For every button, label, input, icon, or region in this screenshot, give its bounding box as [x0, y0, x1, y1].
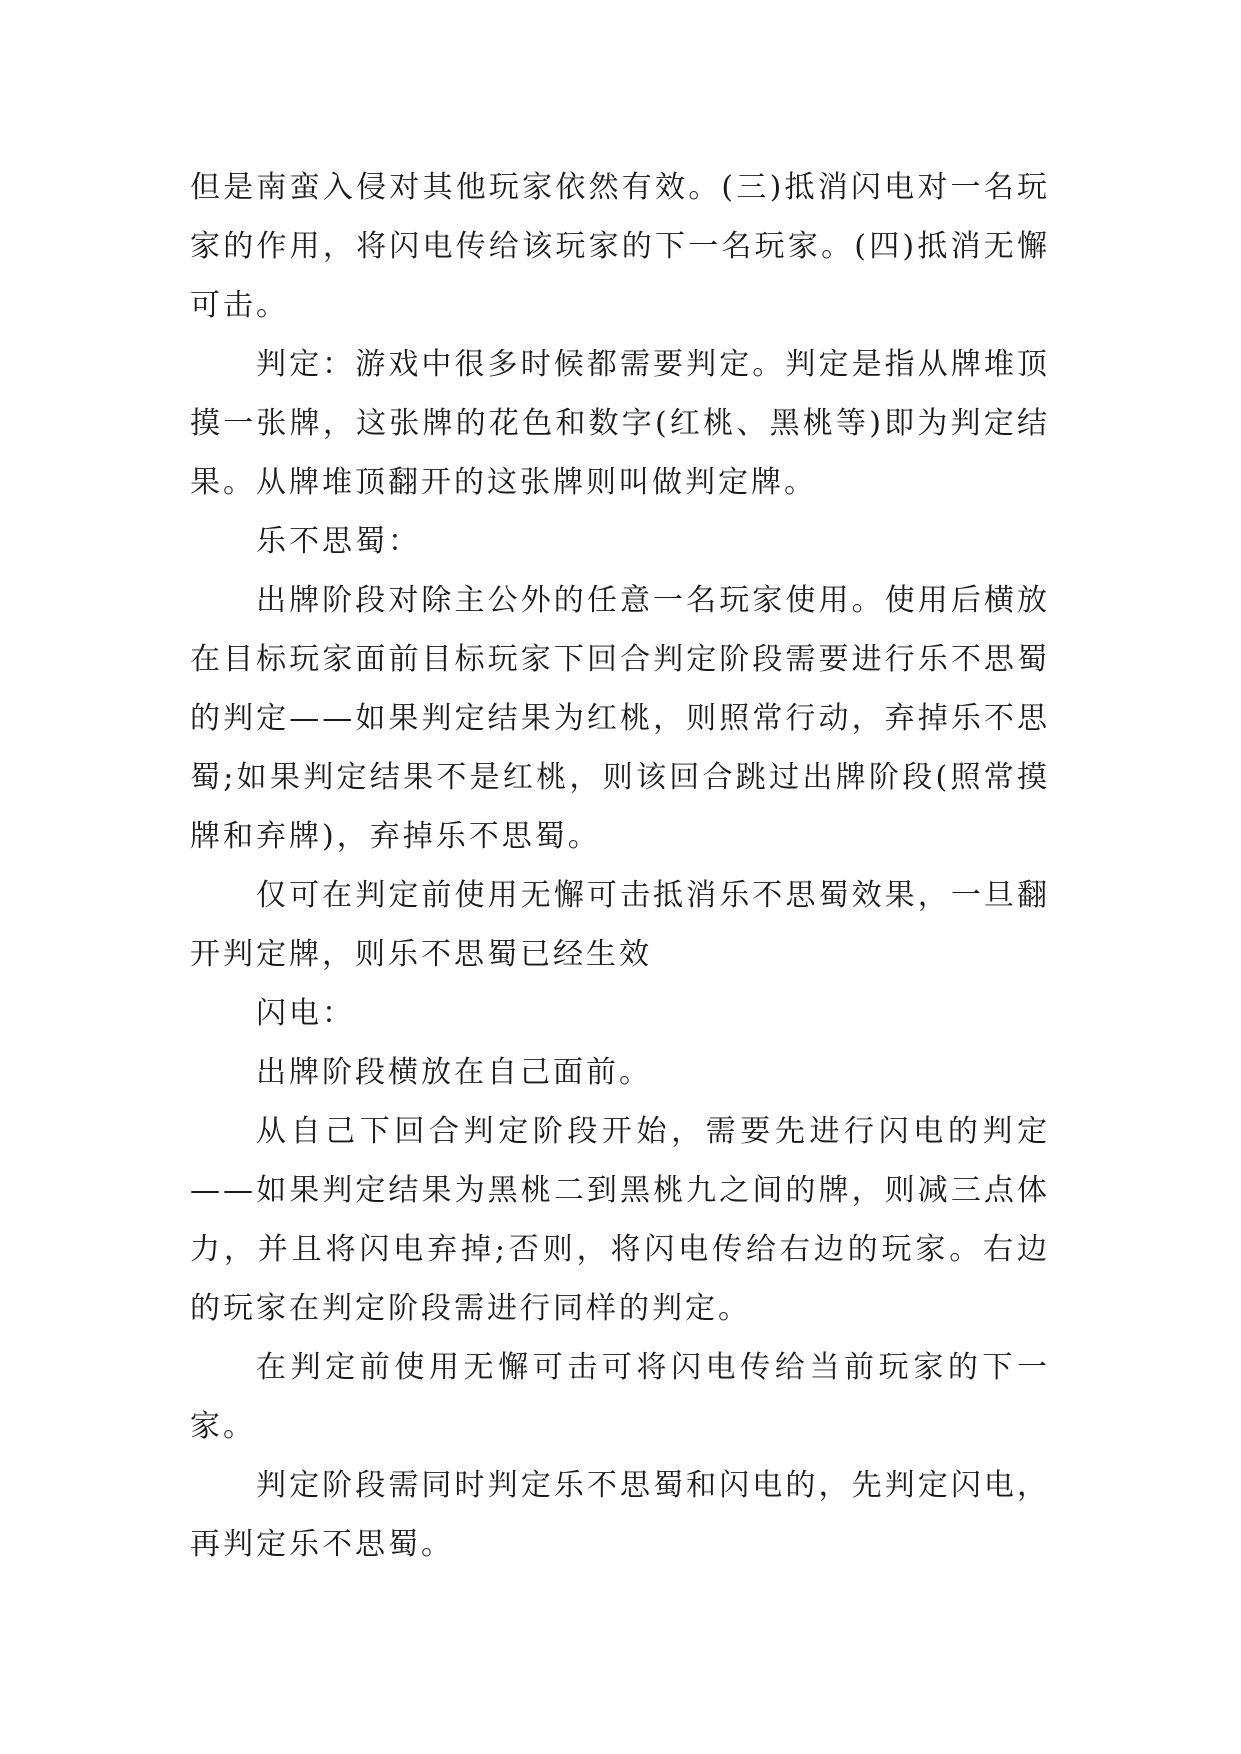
paragraph-wuxie-effects: 但是南蛮入侵对其他玩家依然有效。(三)抵消闪电对一名玩家的作用，将闪电传给该玩家的下一名玩家。(四)抵消无懈可击。 — [190, 170, 1050, 323]
paragraph-judgement-order: 判定阶段需同时判定乐不思蜀和闪电的，先判定闪电，再判定乐不思蜀。 — [190, 1468, 1050, 1562]
paragraph-shandian-placement: 出牌阶段横放在自己面前。 — [256, 1055, 652, 1090]
paragraph-shandian-counter: 在判定前使用无懈可击可将闪电传给当前玩家的下一家。 — [190, 1350, 1050, 1444]
paragraph-shandian-judgement: 从自己下回合判定阶段开始，需要先进行闪电的判定——如果判定结果为黑桃二到黑桃九之间的牌，则减三点体力，并且将闪电弃掉;否则，将闪电传给右边的玩家。右边的玩家在判定阶段需进行同样的判定。 — [190, 1114, 1050, 1326]
document-page — [190, 158, 1050, 1574]
heading-lebusishu: 乐不思蜀： — [256, 524, 421, 559]
paragraph-lebusishu-usage: 出牌阶段对除主公外的任意一名玩家使用。使用后横放在目标玩家面前目标玩家下回合判定阶段需要进行乐不思蜀的判定——如果判定结果为红桃，则照常行动，弃掉乐不思蜀;如果判定结果不是红桃，则该回合跳过出牌阶段(照常摸牌和弃牌)，弃掉乐不思蜀。 — [190, 583, 1050, 854]
heading-shandian: 闪电： — [256, 996, 355, 1031]
paragraph-judgement-definition: 判定：游戏中很多时候都需要判定。判定是指从牌堆顶摸一张牌，这张牌的花色和数字(红桃、黑桃等)即为判定结果。从牌堆顶翻开的这张牌则叫做判定牌。 — [190, 347, 1050, 500]
paragraph-lebusishu-counter: 仅可在判定前使用无懈可击抵消乐不思蜀效果，一旦翻开判定牌，则乐不思蜀已经生效 — [190, 878, 1050, 972]
